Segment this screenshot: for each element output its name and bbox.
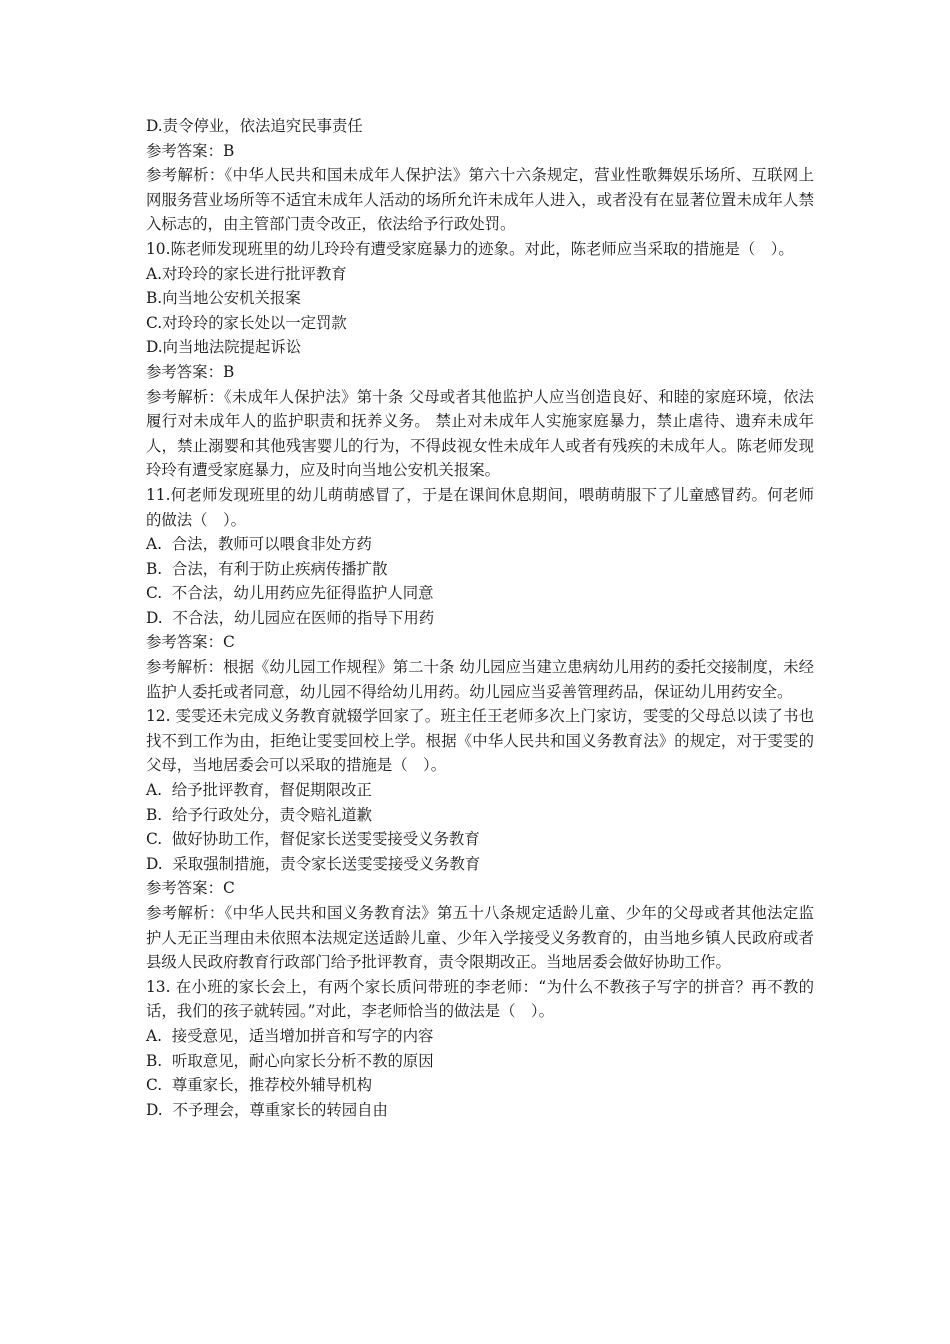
q11-answer: 参考答案：C [146, 633, 235, 652]
q10-option-a: A.对玲玲的家长进行批评教育 [146, 264, 347, 283]
document-page [146, 114, 814, 1122]
question-11 [146, 483, 814, 704]
q10-analysis: 参考解析：《未成年人保护法》第十条 父母或者其他监护人应当创造良好、和睦的家庭环境，依法履行对未成年人的监护职责和抚养义务。 禁止对未成年人实施家庭暴力，禁止虐待、遗弃未成年人，禁止溺婴和其他残害婴儿的行为，不得歧视女性未成年人或者有残疾的未成年人。陈老师发现玲玲有遭受家庭暴力，应及时向当地公安机关报案。 [146, 387, 814, 480]
q9-option-d: D.责令停业，依法追究民事责任 [146, 117, 363, 135]
q12-option-a: A. 给予批评教育，督促期限改正 [146, 781, 372, 800]
q12-analysis: 参考解析：《中华人民共和国义务教育法》第五十八条规定适龄儿童、少年的父母或者其他法定监护人无正当理由未依照本法规定送适龄儿童、少年入学接受义务教育的，由当地乡镇人民政府或者县级人民政府教育行政部门给予批评教育，责令限期改正。当地居委会做好协助工作。 [146, 904, 814, 972]
q11-option-a: A. 合法，教师可以喂食非处方药 [146, 535, 372, 554]
q10-option-b: B.向当地公安机关报案 [146, 289, 301, 308]
q11-option-c: C. 不合法，幼儿用药应先征得监护人同意 [146, 584, 434, 603]
q9-analysis: 参考解析：《中华人民共和国未成年人保护法》第六十六条规定，营业性歌舞娱乐场所、互联网上网服务营业场所等不适宜未成年人活动的场所允许未成年人进入，或者没有在显著位置未成年人禁入标志的，由主管部门责令改正，依法给予行政处罚。 [146, 166, 814, 234]
question-12 [146, 704, 814, 975]
q12-answer: 参考答案：C [146, 879, 235, 898]
q12-option-d: D. 采取强制措施，责令家长送雯雯接受义务教育 [146, 854, 481, 873]
q11-option-d: D. 不合法，幼儿园应在医师的指导下用药 [146, 608, 435, 627]
q11-analysis: 参考解析：根据《幼儿园工作规程》第二十条 幼儿园应当建立患病幼儿用药的委托交接制度，未经监护人委托或者同意，幼儿园不得给幼儿用药。幼儿园应当妥善管理药品，保证幼儿用药安全。 [146, 658, 814, 701]
q10-answer: 参考答案：B [146, 362, 235, 381]
q11-question: 11.何老师发现班里的幼儿萌萌感冒了，于是在课间休息期间，喂萌萌服下了儿童感冒药。何老师的做法（ ）。 [146, 485, 814, 529]
question-13 [146, 975, 814, 1123]
question-9-tail [146, 114, 814, 237]
q13-question: 13. 在小班的家长会上，有两个家长质问带班的李老师：“为什么不教孩子写字的拼音？再不教的话，我们的孩子就转园。”对此，李老师恰当的做法是（ ）。 [146, 977, 814, 1021]
question-10 [146, 237, 814, 483]
q12-option-c: C. 做好协助工作，督促家长送雯雯接受义务教育 [146, 830, 480, 849]
q11-option-b: B. 合法，有利于防止疾病传播扩散 [146, 559, 388, 578]
q13-option-a: A. 接受意见，适当增加拼音和写字的内容 [146, 1026, 434, 1045]
q10-option-d: D.向当地法院提起诉讼 [146, 338, 302, 357]
q12-option-b: B. 给予行政处分，责令赔礼道歉 [146, 805, 373, 824]
q10-option-c: C.对玲玲的家长处以一定罚款 [146, 313, 347, 332]
q9-answer: 参考答案：B [146, 141, 235, 160]
q10-question: 10.陈老师发现班里的幼儿玲玲有遭受家庭暴力的迹象。对此，陈老师应当采取的措施是（ ）。 [146, 239, 794, 258]
q13-option-c: C. 尊重家长，推荐校外辅导机构 [146, 1076, 372, 1095]
q12-question: 12. 雯雯还未完成义务教育就辍学回家了。班主任王老师多次上门家访，雯雯的父母总以读了书也找不到工作为由，拒绝让雯雯回校上学。根据《中华人民共和国义务教育法》的规定，对于雯雯的父母，当地居委会可以采取的措施是（ ）。 [146, 707, 814, 775]
q13-option-b: B. 听取意见，耐心向家长分析不教的原因 [146, 1051, 434, 1070]
q13-option-d: D. 不予理会，尊重家长的转园自由 [146, 1100, 388, 1119]
